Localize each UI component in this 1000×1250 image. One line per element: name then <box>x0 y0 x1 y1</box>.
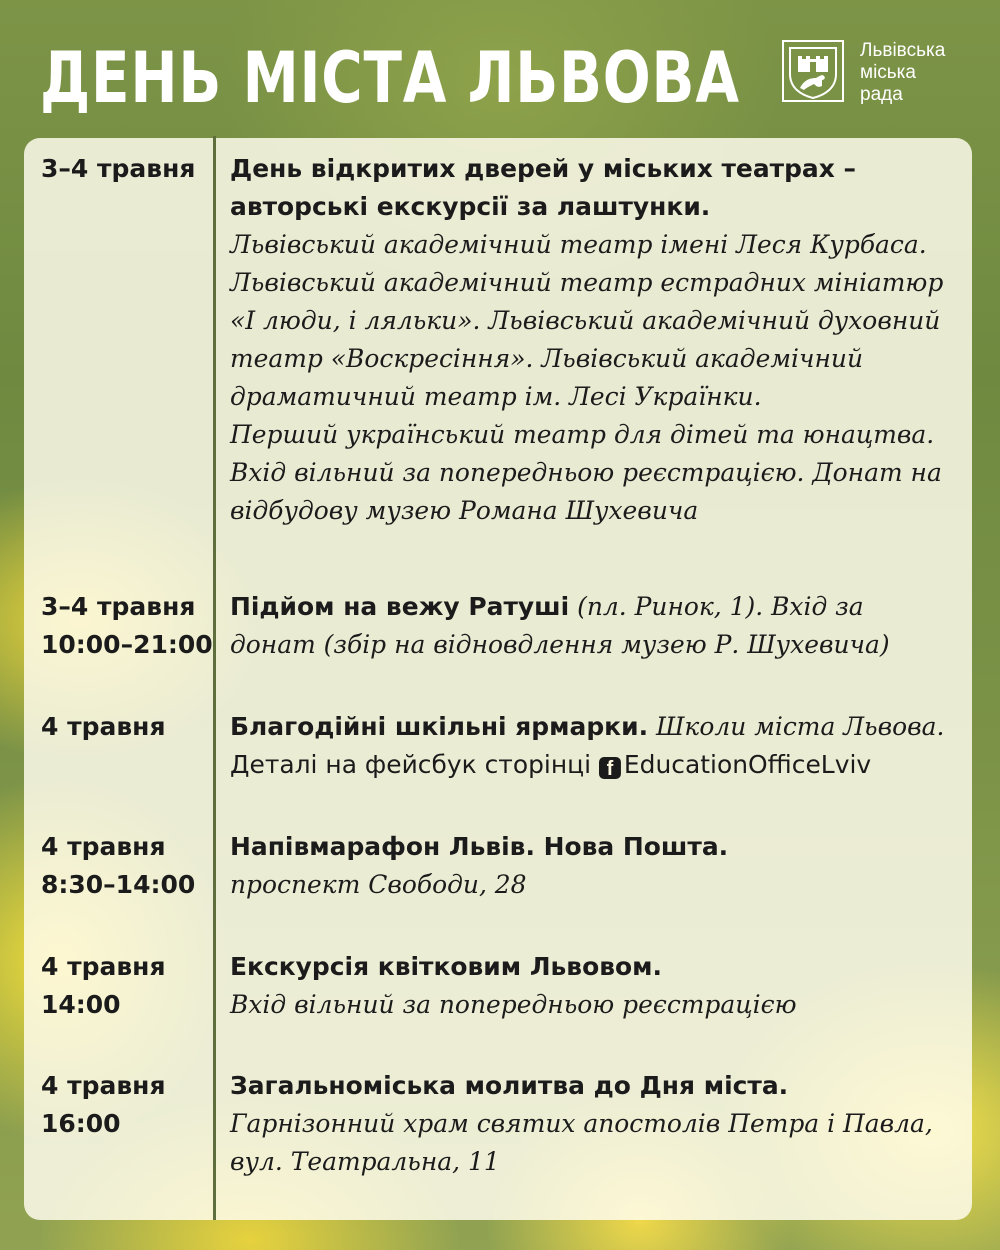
event-title: Загальноміська молитва до Дня міста. <box>230 1071 789 1100</box>
event-title-suffix: Школи міста Львова. <box>648 712 945 741</box>
event-title: Підйом на вежу Ратуші <box>230 592 570 621</box>
event-time-line: 14:00 <box>41 990 121 1019</box>
event-detail-line: «І люди, і ляльки». Львівський академічний духовний <box>230 306 941 335</box>
logo-line-1: Львівська <box>860 40 946 61</box>
logo-line-2: міська <box>860 62 916 83</box>
event-date <box>41 1067 211 1143</box>
city-council-logo <box>782 40 945 106</box>
page-title: ДЕНЬ МІСТА ЛЬВОВА <box>40 37 740 119</box>
event-detail-line: Гарнізонний храм святих апостолів Петра і Павла, <box>230 1109 933 1138</box>
event-description <box>230 708 970 784</box>
event-title: Екскурсія квітковим Львовом. <box>230 952 662 981</box>
event-date-line: 4 травня <box>41 832 166 861</box>
event-detail-line: проспект Свободи, 28 <box>230 870 527 899</box>
event-detail-line: Львівський академічний театр естрадних мініатюр <box>230 268 944 297</box>
event-detail-line: вул. Театральна, 11 <box>230 1147 500 1176</box>
event-detail-line: Вхід вільний за попередньою реєстрацією <box>230 990 797 1019</box>
event-title-suffix: (пл. Ринок, 1). Вхід за <box>569 592 864 621</box>
event-title: Благодійні шкільні ярмарки. <box>230 712 649 741</box>
event-time-line: 16:00 <box>41 1109 121 1138</box>
event-detail-line: Вхід вільний за попередньою реєстрацією. Донат на <box>230 458 942 487</box>
event-detail-text: Деталі на фейсбук сторінці <box>230 750 599 779</box>
event-date-line: 3–4 травня <box>41 154 196 183</box>
event-description <box>230 828 970 904</box>
event-title-line: авторські екскурсії за лаштунки. <box>230 192 711 221</box>
event-description <box>230 948 970 1024</box>
event-date-line: 4 травня <box>41 1071 166 1100</box>
event-title: Напівмарафон Львів. Нова Пошта. <box>230 832 729 861</box>
event-date <box>41 708 211 746</box>
event-date-line: 4 травня <box>41 712 166 741</box>
event-date <box>41 948 211 1024</box>
event-date <box>41 588 211 664</box>
event-detail-line: донат (збір на відновдлення музею Р. Шухевича) <box>230 630 890 659</box>
event-description <box>230 150 970 530</box>
event-date-line: 3–4 травня <box>41 592 196 621</box>
event-date-line: 4 травня <box>41 952 166 981</box>
coat-of-arms-icon <box>782 40 844 102</box>
column-divider <box>213 136 216 1220</box>
event-detail-line: Перший український театр для дітей та юнацтва. <box>230 420 935 449</box>
logo-line-3: рада <box>860 84 903 105</box>
event-detail-line: відбудову музею Романа Шухевича <box>230 496 699 525</box>
event-description <box>230 588 970 664</box>
event-description <box>230 1067 970 1181</box>
event-detail-line: драматичний театр ім. Лесі Українки. <box>230 382 762 411</box>
event-detail-line: театр «Воскресіння». Львівський академічний <box>230 344 864 373</box>
event-time-line: 10:00–21:00 <box>41 630 213 659</box>
facebook-icon: f <box>599 757 621 779</box>
event-detail-line: Львівський академічний театр імені Леся Курбаса. <box>230 230 927 259</box>
event-date <box>41 828 211 904</box>
logo-text <box>860 40 945 106</box>
event-time-line: 8:30–14:00 <box>41 870 196 899</box>
event-title-line: День відкритих дверей у міських театрах – <box>230 154 856 183</box>
facebook-handle-link[interactable]: EducationOfficeLviv <box>623 750 872 779</box>
event-date <box>41 150 211 188</box>
